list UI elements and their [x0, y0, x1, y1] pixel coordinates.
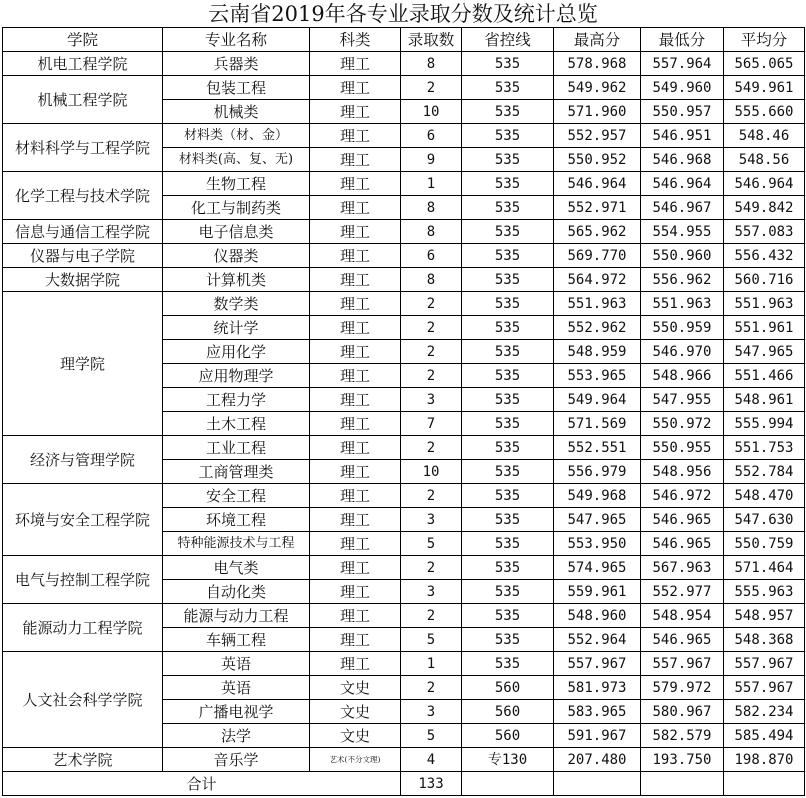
admit-count-cell: 1 — [401, 652, 462, 676]
max-score-cell: 571.960 — [554, 100, 641, 124]
header-avg-score: 平均分 — [724, 28, 805, 52]
min-score-cell: 546.964 — [641, 172, 724, 196]
admit-count-cell: 1 — [401, 172, 462, 196]
category-cell: 理工 — [310, 364, 401, 388]
min-score-cell: 551.963 — [641, 292, 724, 316]
category-cell: 理工 — [310, 100, 401, 124]
major-cell: 音乐学 — [163, 748, 310, 772]
max-score-cell: 207.480 — [554, 748, 641, 772]
major-cell: 法学 — [163, 724, 310, 748]
major-cell: 统计学 — [163, 316, 310, 340]
category-cell: 理工 — [310, 52, 401, 76]
max-score-cell: 552.964 — [554, 628, 641, 652]
major-cell: 兵器类 — [163, 52, 310, 76]
header-count: 录取数 — [401, 28, 462, 52]
admit-count-cell: 5 — [401, 628, 462, 652]
table-row — [3, 484, 805, 508]
header-major: 专业名称 — [163, 28, 310, 52]
category-cell: 理工 — [310, 532, 401, 556]
avg-score-cell: 557.083 — [724, 220, 805, 244]
admit-count-cell: 2 — [401, 556, 462, 580]
major-cell: 能源与动力工程 — [163, 604, 310, 628]
min-score-cell: 546.970 — [641, 340, 724, 364]
admit-count-cell: 3 — [401, 580, 462, 604]
min-score-cell: 582.579 — [641, 724, 724, 748]
avg-score-cell: 585.494 — [724, 724, 805, 748]
max-score-cell: 553.950 — [554, 532, 641, 556]
min-score-cell: 546.967 — [641, 196, 724, 220]
avg-score-cell: 582.234 — [724, 700, 805, 724]
control-line-cell: 560 — [462, 724, 554, 748]
total-empty-cell — [554, 772, 641, 796]
category-cell: 理工 — [310, 412, 401, 436]
major-cell: 材料类（材、金） — [163, 124, 310, 148]
avg-score-cell: 557.967 — [724, 652, 805, 676]
category-cell: 理工 — [310, 172, 401, 196]
control-line-cell: 535 — [462, 436, 554, 460]
avg-score-cell: 549.842 — [724, 196, 805, 220]
admit-count-cell: 2 — [401, 340, 462, 364]
control-line-cell: 535 — [462, 628, 554, 652]
max-score-cell: 591.967 — [554, 724, 641, 748]
max-score-cell: 564.972 — [554, 268, 641, 292]
avg-score-cell: 555.963 — [724, 580, 805, 604]
admit-count-cell: 4 — [401, 748, 462, 772]
max-score-cell: 546.964 — [554, 172, 641, 196]
min-score-cell: 557.964 — [641, 52, 724, 76]
control-line-cell: 535 — [462, 52, 554, 76]
min-score-cell: 580.967 — [641, 700, 724, 724]
college-name-cell: 人文社会科学学院 — [3, 652, 163, 748]
admission-score-table — [2, 27, 805, 796]
major-cell: 机械类 — [163, 100, 310, 124]
major-cell: 安全工程 — [163, 484, 310, 508]
control-line-cell: 535 — [462, 340, 554, 364]
control-line-cell: 535 — [462, 532, 554, 556]
max-score-cell: 547.965 — [554, 508, 641, 532]
category-cell: 文史 — [310, 676, 401, 700]
major-cell: 工程力学 — [163, 388, 310, 412]
avg-score-cell: 557.967 — [724, 676, 805, 700]
control-line-cell: 535 — [462, 580, 554, 604]
major-cell: 英语 — [163, 652, 310, 676]
table-row — [3, 76, 805, 100]
avg-score-cell: 548.470 — [724, 484, 805, 508]
avg-score-cell: 547.630 — [724, 508, 805, 532]
admit-count-cell: 3 — [401, 700, 462, 724]
max-score-cell: 550.952 — [554, 148, 641, 172]
max-score-cell: 551.963 — [554, 292, 641, 316]
table-row — [3, 124, 805, 148]
major-cell: 数学类 — [163, 292, 310, 316]
table-row — [3, 292, 805, 316]
total-empty-cell — [724, 772, 805, 796]
avg-score-cell: 548.46 — [724, 124, 805, 148]
control-line-cell: 535 — [462, 604, 554, 628]
admit-count-cell: 2 — [401, 604, 462, 628]
max-score-cell: 583.965 — [554, 700, 641, 724]
total-label: 合计 — [3, 772, 401, 796]
college-name-cell: 理学院 — [3, 292, 163, 436]
control-line-cell: 535 — [462, 76, 554, 100]
min-score-cell: 556.962 — [641, 268, 724, 292]
major-cell: 计算机类 — [163, 268, 310, 292]
table-title: 云南省2019年各专业录取分数及统计总览 — [208, 2, 598, 26]
avg-score-cell: 556.432 — [724, 244, 805, 268]
header-college: 学院 — [3, 28, 163, 52]
table-row — [3, 52, 805, 76]
max-score-cell: 549.962 — [554, 76, 641, 100]
control-line-cell: 535 — [462, 364, 554, 388]
min-score-cell: 548.954 — [641, 604, 724, 628]
control-line-cell: 535 — [462, 412, 554, 436]
min-score-cell: 548.966 — [641, 364, 724, 388]
major-cell: 环境工程 — [163, 508, 310, 532]
category-cell: 理工 — [310, 196, 401, 220]
total-empty-cell — [462, 772, 554, 796]
control-line-cell: 专130 — [462, 748, 554, 772]
control-line-cell: 535 — [462, 172, 554, 196]
min-score-cell: 550.960 — [641, 244, 724, 268]
min-score-cell: 557.967 — [641, 652, 724, 676]
category-cell: 理工 — [310, 76, 401, 100]
total-row — [3, 772, 805, 796]
major-cell: 电气类 — [163, 556, 310, 580]
max-score-cell: 557.967 — [554, 652, 641, 676]
college-name-cell: 大数据学院 — [3, 268, 163, 292]
college-name-cell: 经济与管理学院 — [3, 436, 163, 484]
admit-count-cell: 2 — [401, 484, 462, 508]
admit-count-cell: 10 — [401, 100, 462, 124]
major-cell: 自动化类 — [163, 580, 310, 604]
min-score-cell: 567.963 — [641, 556, 724, 580]
control-line-cell: 535 — [462, 388, 554, 412]
avg-score-cell: 548.957 — [724, 604, 805, 628]
category-cell: 理工 — [310, 388, 401, 412]
avg-score-cell: 551.963 — [724, 292, 805, 316]
major-cell: 材料类(高、复、无) — [163, 148, 310, 172]
min-score-cell: 550.955 — [641, 436, 724, 460]
min-score-cell: 550.959 — [641, 316, 724, 340]
admit-count-cell: 2 — [401, 364, 462, 388]
min-score-cell: 548.956 — [641, 460, 724, 484]
category-cell: 理工 — [310, 628, 401, 652]
max-score-cell: 548.959 — [554, 340, 641, 364]
admit-count-cell: 5 — [401, 532, 462, 556]
max-score-cell: 552.957 — [554, 124, 641, 148]
header-max-score: 最高分 — [554, 28, 641, 52]
major-cell: 英语 — [163, 676, 310, 700]
category-cell: 理工 — [310, 148, 401, 172]
category-cell: 文史 — [310, 700, 401, 724]
admit-count-cell: 8 — [401, 268, 462, 292]
category-cell: 理工 — [310, 460, 401, 484]
table-body — [3, 52, 805, 772]
min-score-cell: 546.965 — [641, 628, 724, 652]
min-score-cell: 546.965 — [641, 532, 724, 556]
header-row — [3, 28, 805, 52]
table-row — [3, 244, 805, 268]
min-score-cell: 546.972 — [641, 484, 724, 508]
control-line-cell: 535 — [462, 484, 554, 508]
max-score-cell: 559.961 — [554, 580, 641, 604]
admit-count-cell: 7 — [401, 412, 462, 436]
max-score-cell: 569.770 — [554, 244, 641, 268]
category-cell: 理工 — [310, 556, 401, 580]
table-row — [3, 604, 805, 628]
admit-count-cell: 6 — [401, 244, 462, 268]
avg-score-cell: 551.753 — [724, 436, 805, 460]
max-score-cell: 571.569 — [554, 412, 641, 436]
admit-count-cell: 6 — [401, 124, 462, 148]
avg-score-cell: 552.784 — [724, 460, 805, 484]
category-cell: 理工 — [310, 220, 401, 244]
header-control-line: 省控线 — [462, 28, 554, 52]
category-cell: 理工 — [310, 268, 401, 292]
category-cell: 理工 — [310, 316, 401, 340]
category-cell: 理工 — [310, 580, 401, 604]
avg-score-cell: 550.759 — [724, 532, 805, 556]
category-cell: 理工 — [310, 604, 401, 628]
admit-count-cell: 2 — [401, 292, 462, 316]
table-row — [3, 748, 805, 772]
max-score-cell: 549.968 — [554, 484, 641, 508]
header-min-score: 最低分 — [641, 28, 724, 52]
category-cell: 文史 — [310, 724, 401, 748]
major-cell: 土木工程 — [163, 412, 310, 436]
admit-count-cell: 8 — [401, 52, 462, 76]
control-line-cell: 535 — [462, 244, 554, 268]
total-empty-cell — [641, 772, 724, 796]
control-line-cell: 535 — [462, 148, 554, 172]
college-name-cell: 化学工程与技术学院 — [3, 172, 163, 220]
control-line-cell: 560 — [462, 676, 554, 700]
category-cell: 理工 — [310, 436, 401, 460]
min-score-cell: 546.965 — [641, 508, 724, 532]
admit-count-cell: 2 — [401, 76, 462, 100]
table-row — [3, 172, 805, 196]
avg-score-cell: 560.716 — [724, 268, 805, 292]
avg-score-cell: 198.870 — [724, 748, 805, 772]
max-score-cell: 581.973 — [554, 676, 641, 700]
college-name-cell: 能源动力工程学院 — [3, 604, 163, 652]
max-score-cell: 552.962 — [554, 316, 641, 340]
category-cell: 理工 — [310, 508, 401, 532]
table-row — [3, 268, 805, 292]
max-score-cell: 548.960 — [554, 604, 641, 628]
admit-count-cell: 8 — [401, 220, 462, 244]
college-name-cell: 材料科学与工程学院 — [3, 124, 163, 172]
major-cell: 化工与制药类 — [163, 196, 310, 220]
major-cell: 应用化学 — [163, 340, 310, 364]
control-line-cell: 535 — [462, 220, 554, 244]
min-score-cell: 550.957 — [641, 100, 724, 124]
control-line-cell: 535 — [462, 100, 554, 124]
max-score-cell: 553.965 — [554, 364, 641, 388]
college-name-cell: 艺术学院 — [3, 748, 163, 772]
major-cell: 车辆工程 — [163, 628, 310, 652]
avg-score-cell: 571.464 — [724, 556, 805, 580]
category-cell: 理工 — [310, 652, 401, 676]
avg-score-cell: 555.660 — [724, 100, 805, 124]
avg-score-cell: 555.994 — [724, 412, 805, 436]
control-line-cell: 535 — [462, 292, 554, 316]
control-line-cell: 535 — [462, 316, 554, 340]
avg-score-cell: 546.964 — [724, 172, 805, 196]
control-line-cell: 535 — [462, 508, 554, 532]
avg-score-cell: 551.961 — [724, 316, 805, 340]
control-line-cell: 535 — [462, 460, 554, 484]
avg-score-cell: 549.961 — [724, 76, 805, 100]
admit-count-cell: 9 — [401, 148, 462, 172]
control-line-cell: 535 — [462, 196, 554, 220]
avg-score-cell: 548.368 — [724, 628, 805, 652]
major-cell: 生物工程 — [163, 172, 310, 196]
max-score-cell: 556.979 — [554, 460, 641, 484]
major-cell: 工业工程 — [163, 436, 310, 460]
college-name-cell: 环境与安全工程学院 — [3, 484, 163, 556]
major-cell: 应用物理学 — [163, 364, 310, 388]
min-score-cell: 554.955 — [641, 220, 724, 244]
table-row — [3, 220, 805, 244]
major-cell: 广播电视学 — [163, 700, 310, 724]
min-score-cell: 546.968 — [641, 148, 724, 172]
college-name-cell: 仪器与电子学院 — [3, 244, 163, 268]
college-name-cell: 机械工程学院 — [3, 76, 163, 124]
category-cell: 理工 — [310, 340, 401, 364]
max-score-cell: 552.971 — [554, 196, 641, 220]
max-score-cell: 578.968 — [554, 52, 641, 76]
max-score-cell: 565.962 — [554, 220, 641, 244]
avg-score-cell: 551.466 — [724, 364, 805, 388]
max-score-cell: 574.965 — [554, 556, 641, 580]
min-score-cell: 547.955 — [641, 388, 724, 412]
avg-score-cell: 547.965 — [724, 340, 805, 364]
major-cell: 工商管理类 — [163, 460, 310, 484]
avg-score-cell: 565.065 — [724, 52, 805, 76]
min-score-cell: 550.972 — [641, 412, 724, 436]
avg-score-cell: 548.56 — [724, 148, 805, 172]
admit-count-cell: 8 — [401, 196, 462, 220]
avg-score-cell: 548.961 — [724, 388, 805, 412]
min-score-cell: 546.951 — [641, 124, 724, 148]
category-cell: 理工 — [310, 484, 401, 508]
admit-count-cell: 2 — [401, 316, 462, 340]
category-cell: 艺术(不分文理) — [310, 748, 401, 772]
admit-count-cell: 3 — [401, 508, 462, 532]
major-cell: 电子信息类 — [163, 220, 310, 244]
max-score-cell: 552.551 — [554, 436, 641, 460]
admit-count-cell: 3 — [401, 388, 462, 412]
admit-count-cell: 10 — [401, 460, 462, 484]
control-line-cell: 535 — [462, 268, 554, 292]
college-name-cell: 信息与通信工程学院 — [3, 220, 163, 244]
college-name-cell: 电气与控制工程学院 — [3, 556, 163, 604]
min-score-cell: 549.960 — [641, 76, 724, 100]
major-cell: 仪器类 — [163, 244, 310, 268]
category-cell: 理工 — [310, 124, 401, 148]
admit-count-cell: 2 — [401, 676, 462, 700]
table-row — [3, 652, 805, 676]
major-cell: 包装工程 — [163, 76, 310, 100]
table-row — [3, 556, 805, 580]
college-name-cell: 机电工程学院 — [3, 52, 163, 76]
min-score-cell: 552.977 — [641, 580, 724, 604]
admit-count-cell: 2 — [401, 436, 462, 460]
control-line-cell: 535 — [462, 124, 554, 148]
total-count: 133 — [401, 772, 462, 796]
control-line-cell: 560 — [462, 700, 554, 724]
major-cell: 特种能源技术与工程 — [163, 532, 310, 556]
category-cell: 理工 — [310, 292, 401, 316]
category-cell: 理工 — [310, 244, 401, 268]
table-row — [3, 436, 805, 460]
control-line-cell: 535 — [462, 652, 554, 676]
max-score-cell: 549.964 — [554, 388, 641, 412]
control-line-cell: 535 — [462, 556, 554, 580]
min-score-cell: 193.750 — [641, 748, 724, 772]
min-score-cell: 579.972 — [641, 676, 724, 700]
header-category: 科类 — [310, 28, 401, 52]
admit-count-cell: 5 — [401, 724, 462, 748]
